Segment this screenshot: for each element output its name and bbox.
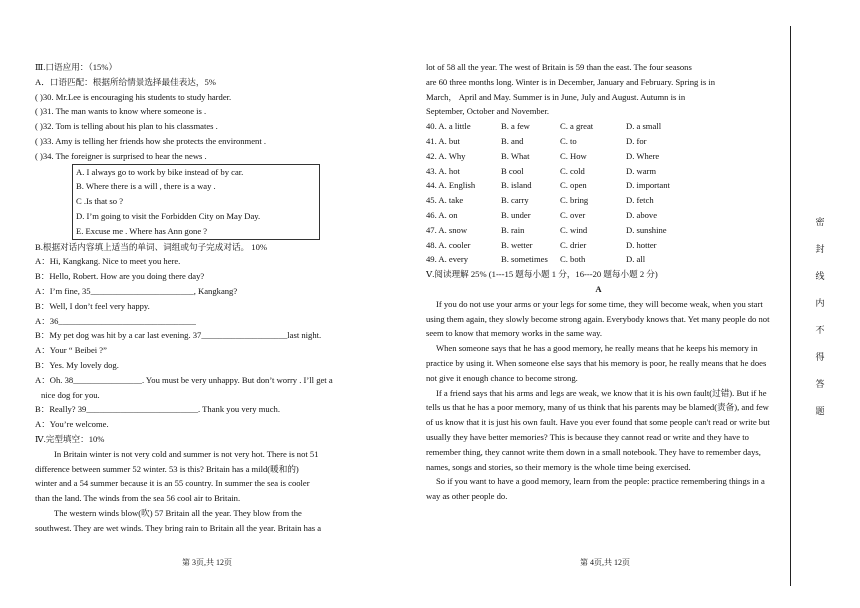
margin-char: 内: [815, 298, 825, 308]
cloze-line: winter and a 54 summer because it is an 55 country. In summer the sea is cooler: [35, 478, 310, 489]
choice-row: 44. A. English B. island C. open D. important: [426, 180, 670, 191]
section4-title: Ⅳ.完型填空：10%: [35, 433, 105, 444]
left-page: [35, 60, 390, 536]
cloze-line: southwest. They are wet winds. They bring rain to Britain all the year. Britain has a: [35, 522, 322, 533]
page-footer-right: 第 4页,共 12页: [580, 558, 630, 567]
passage-label: A: [595, 283, 602, 294]
binding-line: [790, 26, 791, 586]
margin-char: 得: [815, 352, 825, 362]
paragraph: So if you want to have a good memory, learn from the people: practice remembering things in a way as other people do.: [426, 476, 765, 502]
margin-char: 线: [815, 271, 825, 281]
margin-char: 封: [815, 244, 825, 254]
choice-row: 43. A. hot B cool C. cold D. warm: [426, 165, 657, 176]
partA-title: A．口语匹配：根据所给情景选择最佳表达，5%: [35, 76, 216, 87]
section5-title: Ⅴ.阅读理解 25% (1---15 题每小题 1 分，16---20 题每小题 2 分): [426, 269, 658, 280]
choice-row: 46. A. on B. under C. over D. above: [426, 209, 658, 220]
margin-char: 题: [815, 406, 825, 416]
question-32: ( )32. Tom is telling about his plan to his classmates .: [35, 121, 218, 132]
options-box: [72, 164, 320, 240]
right-page: [426, 60, 771, 504]
margin-char: 答: [815, 379, 825, 389]
dialogue-line: A：Oh. 38________________. You must be very unhappy. But don’t worry . I’ll get a: [35, 374, 333, 385]
question-34: ( )34. The foreigner is surprised to hear the news .: [35, 150, 207, 161]
paragraph: When someone says that he has a good memory, he really means that he keeps his memory in practice by using it. When someone else says that his memory is poor, he really means that he does not give it enough chance to become strong.: [426, 343, 767, 383]
cloze-line: March， April and May. Summer is in June, July and August. Autumn is in: [426, 91, 686, 102]
dialogue-line: A：36________________________________: [35, 315, 196, 326]
option-a: A. I always go to work by bike instead of by car.: [76, 166, 244, 177]
dialogue-line: B：Well, I don’t feel very happy.: [35, 300, 150, 311]
dialogue-line: A：You’re welcome.: [35, 419, 109, 430]
page-footer-left: 第 3页,共 12页: [182, 558, 232, 567]
dialogue-line: A：I’m fine, 35________________________, Kangkang?: [35, 285, 238, 296]
cloze-line: difference between summer 52 winter. 53 is this? Britain has a mild(暖和的): [35, 463, 299, 474]
cloze-line: than the land. The winds from the sea 56 cool air to Britain.: [35, 493, 241, 504]
cloze-line: are 60 three months long. Winter is in December, January and February. Spring is in: [426, 76, 716, 87]
cloze-line: The western winds blow(吹) 57 Britain all the year. They blow from the: [54, 507, 302, 518]
partB-title: B.根据对话内容填上适当的单词、词组或句子完成对话。 10%: [35, 241, 268, 252]
cloze-line: September, October and November.: [426, 106, 550, 117]
paragraph: If you do not use your arms or your legs for some time, they will become weak, when you start using them again, they slowly become strong again. Everybody knows that. Yet many people do not seem to know that memory works in the same way.: [426, 298, 770, 339]
option-e: E. Excuse me . Where has Ann gone ?: [76, 225, 208, 236]
section3-title: Ⅲ.口语应用：（15%）: [35, 62, 118, 72]
choice-row: 47. A. snow B. rain C. wind D. sunshine: [426, 224, 667, 235]
binding-margin-text: [815, 215, 825, 417]
choice-row: 42. A. Why B. What C. How D. Where: [426, 150, 660, 161]
dialogue-line: B：Really? 39__________________________. Thank you very much.: [35, 404, 280, 415]
choice-row: 48. A. cooler B. wetter C. drier D. hotter: [426, 239, 657, 250]
choice-row: 41. A. but B. and C. to D. for: [426, 135, 647, 146]
dialogue-line: B：Hello, Robert. How are you doing there day?: [35, 271, 205, 282]
option-d: D. I’m going to visit the Forbidden City on May Day.: [76, 210, 261, 221]
dialogue-line: A：Hi, Kangkang. Nice to meet you here.: [35, 256, 181, 267]
question-30: ( )30. Mr.Lee is encouraging his students to study harder.: [35, 91, 232, 102]
question-33: ( )33. Amy is telling her friends how she protects the environment .: [35, 135, 267, 146]
dialogue-line: B：My pet dog was hit by a car last evening. 37____________________last night.: [35, 330, 322, 341]
choice-row: 45. A. take B. carry C. bring D. fetch: [426, 195, 654, 206]
paragraph: If a friend says that his arms and legs are weak, we know that it is his own fault(过错). But if he tells us that he has a poor memory, many of us think that his parents may be blamed(责备), and few of us know that it is just his own fault. Have you ever found that some people can't read or write but usually they have better memories? This is because they cannot read or write and they have to remember thing, they cannot write them down in a small notebook. They have to remember days, names, songs and stories, so their memory is the whole time being exercised.: [426, 387, 770, 472]
cloze-line: lot of 58 all the year. The west of Britain is 59 than the east. The four seasons: [426, 62, 692, 72]
choice-row: 49. A. every B. sometimes C. both D. all: [426, 254, 646, 265]
margin-char: 不: [815, 325, 825, 335]
choice-row: 40. A. a little B. a few C. a great D. a small: [426, 121, 662, 132]
margin-char: 密: [815, 217, 825, 227]
question-31: ( )31. The man wants to know where someone is .: [35, 106, 207, 117]
dialogue-line: A：Your “ Beibei ?”: [35, 345, 107, 356]
cloze-line: In Britain winter is not very cold and summer is not very hot. There is not 51: [54, 448, 319, 459]
option-c: C .Is that so ?: [76, 196, 124, 207]
dialogue-line: nice dog for you.: [41, 389, 100, 400]
option-b: B. Where there is a will , there is a way .: [76, 181, 216, 192]
dialogue-line: B：Yes. My lovely dog.: [35, 359, 119, 370]
